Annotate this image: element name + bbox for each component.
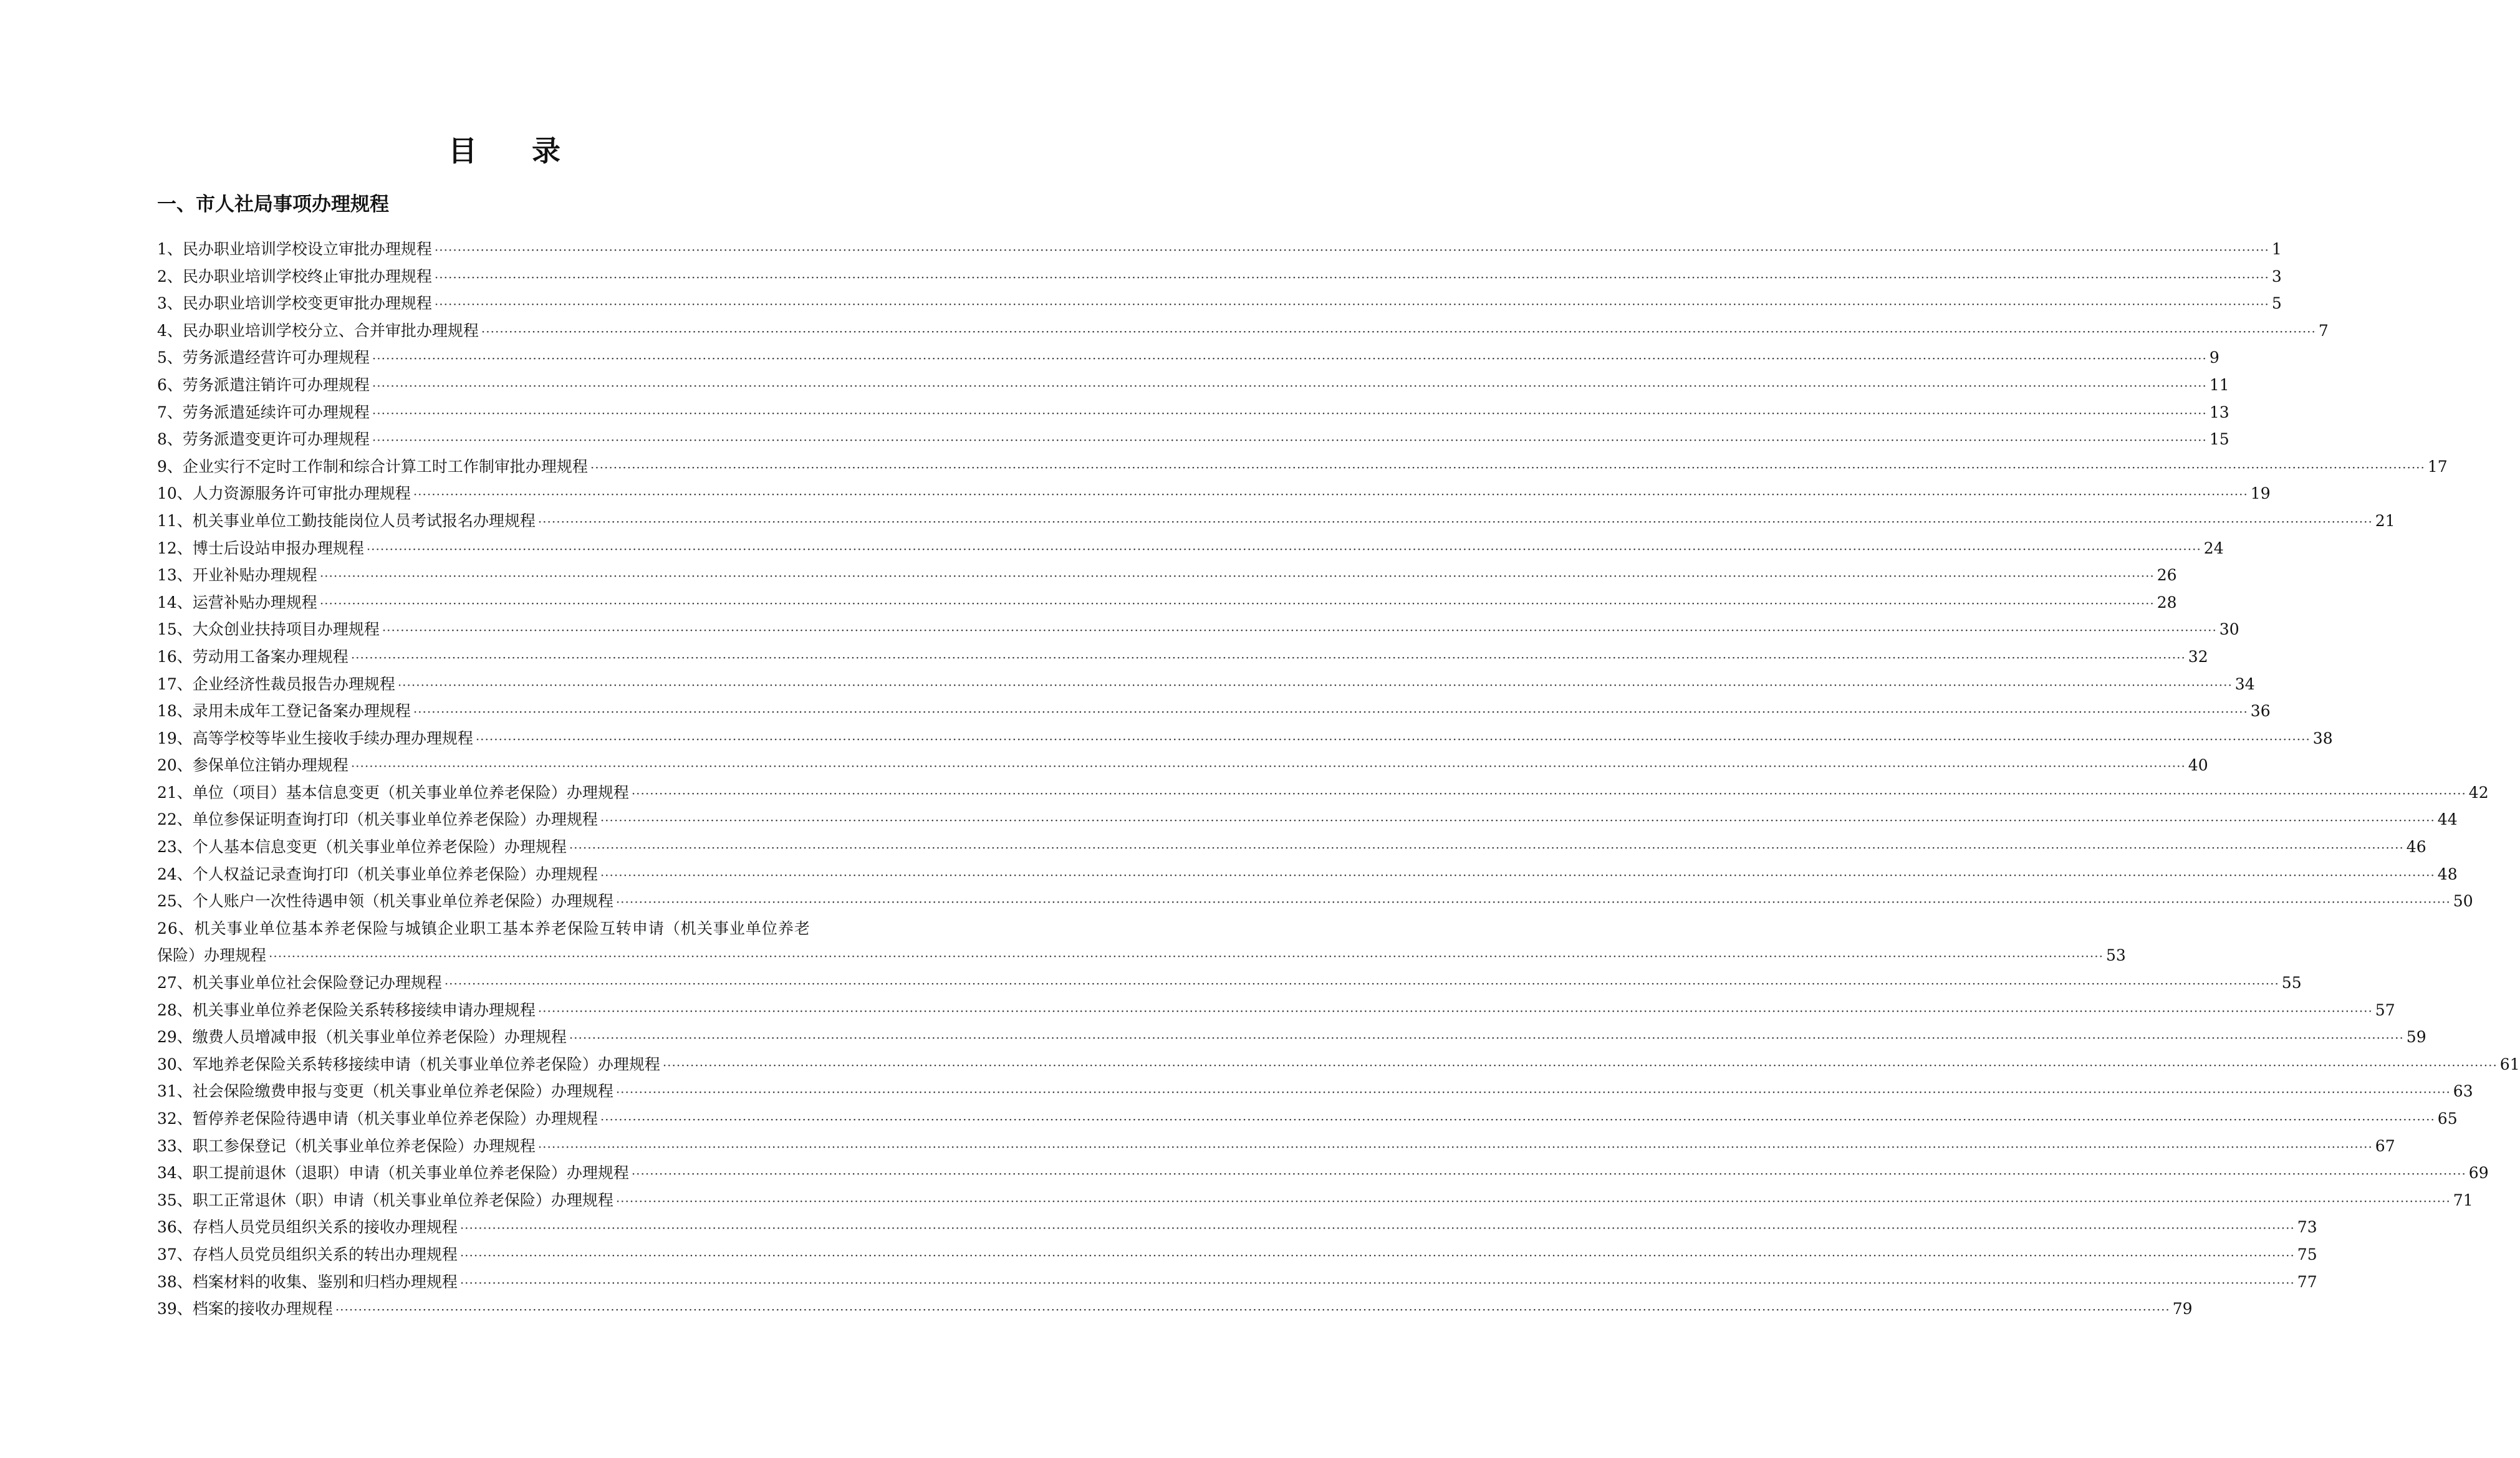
- toc-entry-label: 22、单位参保证明查询打印（机关事业单位养老保险）办理规程: [157, 810, 598, 829]
- toc-entry-page-number: 15: [2209, 430, 2229, 449]
- toc-entry-label: 17、企业经济性裁员报告办理规程: [157, 674, 395, 693]
- toc-entry-line: [157, 589, 2177, 616]
- toc-entry-page-number: 53: [2105, 946, 2126, 965]
- toc-entry[interactable]: [157, 426, 2229, 453]
- toc-leader-dots: ················································································································································································································································································································································································································: [434, 297, 2269, 312]
- toc-entry-line: [157, 1269, 2317, 1296]
- toc-entry-page-number: 48: [2437, 865, 2458, 883]
- toc-entry-label: 38、档案材料的收集、鉴别和归档办理规程: [157, 1272, 458, 1291]
- toc-entry[interactable]: [157, 480, 2271, 507]
- toc-entry-line: [157, 888, 2473, 915]
- toc-leader-dots: ················································································································································································································································································································································································································: [600, 867, 2435, 883]
- toc-entry[interactable]: [157, 562, 2177, 589]
- toc-leader-dots: ················································································································································································································································································································································································································: [569, 840, 2404, 856]
- toc-leader-dots: ················································································································································································································································································································································································································: [372, 405, 2207, 421]
- toc-entry[interactable]: [157, 1187, 2473, 1214]
- toc-entry-page-number: 19: [2250, 484, 2271, 503]
- toc-entry[interactable]: [157, 1024, 2426, 1051]
- toc-entry-page-number: 77: [2297, 1272, 2317, 1291]
- toc-leader-dots: ················································································································································································································································································································································································································: [615, 1085, 2451, 1100]
- toc-entry[interactable]: [157, 698, 2271, 725]
- toc-entry-line: [157, 698, 2271, 725]
- toc-entry-label: 6、劳务派遣注销许可办理规程: [157, 375, 370, 394]
- toc-entry[interactable]: [157, 372, 2229, 399]
- toc-entry-label: 30、军地养老保险关系转移接续申请（机关事业单位养老保险）办理规程: [157, 1055, 660, 1073]
- toc-entry-label: 11、机关事业单位工勤技能岗位人员考试报名办理规程: [157, 511, 536, 530]
- toc-entry[interactable]: [157, 997, 2395, 1024]
- toc-leader-dots: ················································································································································································································································································································································································································: [269, 949, 2104, 964]
- toc-entry-line: [157, 263, 2282, 290]
- toc-leader-dots: ················································································································································································································································································································································································································: [537, 514, 2373, 529]
- toc-entry-page-number: 11: [2209, 375, 2229, 394]
- toc-entry-page-number: 9: [2209, 348, 2219, 367]
- toc-leader-dots: ················································································································································································································································································································································································································: [350, 650, 2186, 665]
- toc-entry[interactable]: [157, 643, 2208, 671]
- toc-leader-dots: ················································································································································································································································································································································································································: [615, 894, 2451, 910]
- toc-entry-line: [157, 236, 2282, 263]
- toc-entry[interactable]: [157, 806, 2458, 833]
- table-of-contents: [157, 236, 2520, 1323]
- toc-leader-dots: ················································································································································································································································································································································································································: [434, 242, 2269, 257]
- toc-leader-dots: ················································································································································································································································································································································································································: [372, 378, 2207, 393]
- toc-entry-line: [157, 1133, 2395, 1160]
- section-heading: 一、市人社局事项办理规程: [157, 193, 389, 216]
- toc-entry-line: [157, 1214, 2317, 1241]
- toc-entry-page-number: 32: [2188, 647, 2208, 666]
- toc-entry-page-number: 34: [2234, 674, 2255, 693]
- toc-leader-dots: ················································································································································································································································································································································································································: [382, 623, 2217, 638]
- toc-leader-dots: ················································································································································································································································································································································································································: [335, 1302, 2170, 1318]
- toc-leader-dots: ················································································································································································································································································································································································································: [459, 1221, 2295, 1236]
- toc-entry[interactable]: [157, 915, 2126, 969]
- toc-entry-line: [157, 806, 2458, 833]
- toc-entry-page-number: 21: [2375, 511, 2395, 530]
- toc-entry-page-number: 1: [2271, 240, 2282, 258]
- toc-entry-page-number: 3: [2271, 267, 2282, 285]
- toc-entry[interactable]: [157, 507, 2395, 535]
- toc-entry-line: [157, 616, 2239, 643]
- toc-entry-page-number: 69: [2468, 1164, 2489, 1182]
- toc-leader-dots: ················································································································································································································································································································································································································: [350, 759, 2186, 774]
- toc-entry-page-number: 26: [2157, 566, 2177, 585]
- toc-leader-dots: ················································································································································································································································································································································································································: [459, 1247, 2295, 1263]
- toc-entry-line: [157, 1187, 2473, 1214]
- toc-entry[interactable]: [157, 263, 2282, 290]
- toc-leader-dots: ················································································································································································································································································································································································································: [590, 459, 2425, 475]
- toc-entry-page-number: 7: [2318, 321, 2329, 340]
- toc-entry[interactable]: [157, 725, 2333, 752]
- toc-entry-page-number: 17: [2427, 457, 2448, 476]
- toc-entry-label: 5、劳务派遣经营许可办理规程: [157, 348, 370, 367]
- toc-entry-page-number: 38: [2312, 729, 2333, 747]
- toc-entry[interactable]: [157, 1214, 2317, 1241]
- toc-leader-dots: ················································································································································································································································································································································································································: [569, 1030, 2404, 1046]
- toc-entry-label: 18、录用未成年工登记备案办理规程: [157, 702, 411, 721]
- toc-entry[interactable]: [157, 236, 2282, 263]
- toc-entry[interactable]: [157, 833, 2426, 861]
- toc-entry[interactable]: [157, 1295, 2193, 1323]
- toc-entry[interactable]: [157, 616, 2239, 643]
- toc-entry-page-number: 13: [2209, 403, 2229, 421]
- toc-entry-line: [157, 290, 2282, 317]
- toc-leader-dots: ················································································································································································································································································································································································································: [662, 1057, 2498, 1073]
- toc-entry-label: 20、参保单位注销办理规程: [157, 756, 349, 775]
- toc-entry-line: [157, 671, 2255, 698]
- toc-entry[interactable]: [157, 1133, 2395, 1160]
- toc-entry-label: 16、劳动用工备案办理规程: [157, 647, 349, 666]
- toc-leader-dots: ················································································································································································································································································································································································································: [631, 785, 2466, 801]
- toc-entry-line: [157, 969, 2302, 997]
- toc-leader-dots: ················································································································································································································································································································································································································: [444, 976, 2279, 992]
- toc-entry-label: 35、职工正常退休（职）申请（机关事业单位养老保险）办理规程: [157, 1191, 613, 1209]
- toc-entry-page-number: 65: [2437, 1110, 2458, 1128]
- toc-entry-page-number: 59: [2406, 1028, 2426, 1047]
- toc-entry-line: [157, 372, 2229, 399]
- toc-entry-label: 14、运营补贴办理规程: [157, 593, 317, 611]
- toc-entry-label: 2、民办职业培训学校终止审批办理规程: [157, 267, 432, 285]
- toc-entry-label: 3、民办职业培训学校变更审批办理规程: [157, 294, 432, 313]
- toc-entry-label: 33、职工参保登记（机关事业单位养老保险）办理规程: [157, 1136, 536, 1155]
- toc-entry[interactable]: [157, 861, 2458, 888]
- toc-entry-line: [157, 997, 2395, 1024]
- toc-entry-label: 10、人力资源服务许可审批办理规程: [157, 484, 411, 503]
- toc-entry-label: 7、劳务派遣延续许可办理规程: [157, 403, 370, 421]
- toc-entry[interactable]: [157, 535, 2224, 562]
- toc-entry-page-number: 61: [2499, 1055, 2520, 1073]
- toc-entry-line: [157, 833, 2426, 861]
- toc-entry-line: [157, 1105, 2458, 1133]
- toc-entry-label: 36、存档人员党员组织关系的接收办理规程: [157, 1218, 458, 1237]
- toc-entry-page-number: 57: [2375, 1000, 2395, 1019]
- toc-entry-page-number: 71: [2453, 1191, 2473, 1209]
- toc-entry-page-number: 36: [2250, 702, 2271, 721]
- toc-entry-line: [157, 1024, 2426, 1051]
- toc-entry-line: [157, 507, 2395, 535]
- toc-entry-page-number: 67: [2375, 1136, 2395, 1155]
- toc-entry[interactable]: [157, 1159, 2489, 1187]
- toc-entry[interactable]: [157, 399, 2229, 426]
- toc-entry-line: [157, 779, 2489, 807]
- toc-entry[interactable]: [157, 779, 2489, 807]
- toc-entry-page-number: 50: [2453, 892, 2473, 911]
- toc-entry-page-number: 55: [2281, 974, 2302, 992]
- toc-entry[interactable]: [157, 453, 2448, 481]
- toc-entry-page-number: 5: [2271, 294, 2282, 313]
- toc-entry-page-number: 75: [2297, 1245, 2317, 1264]
- toc-entry-label: 12、博士后设站申报办理规程: [157, 539, 364, 557]
- toc-entry-page-number: 46: [2406, 838, 2426, 856]
- toc-entry-page-number: 63: [2453, 1082, 2473, 1101]
- toc-entry-line: [157, 344, 2219, 372]
- toc-entry[interactable]: [157, 317, 2329, 345]
- toc-entry-label: 13、开业补贴办理规程: [157, 566, 317, 585]
- toc-entry-line: [157, 1051, 2520, 1078]
- toc-entry[interactable]: [157, 1051, 2520, 1078]
- toc-entry-label: 保险）办理规程: [157, 946, 267, 965]
- toc-entry-page-number: 79: [2172, 1300, 2193, 1318]
- toc-entry-label: 34、职工提前退休（退职）申请（机关事业单位养老保险）办理规程: [157, 1164, 629, 1182]
- toc-leader-dots: ················································································································································································································································································································································································································: [600, 1112, 2435, 1127]
- toc-entry[interactable]: [157, 671, 2255, 698]
- toc-entry-line: [157, 1241, 2317, 1269]
- toc-entry[interactable]: [157, 589, 2177, 616]
- toc-entry-label: 39、档案的接收办理规程: [157, 1300, 333, 1318]
- toc-entry[interactable]: [157, 1078, 2473, 1105]
- toc-entry-line: [157, 1078, 2473, 1105]
- toc-leader-dots: ················································································································································································································································································································································································································: [372, 351, 2207, 367]
- toc-entry-line: [157, 453, 2448, 481]
- toc-entry-line: [157, 317, 2329, 345]
- toc-entry-label: 9、企业实行不定时工作制和综合计算工时工作制审批办理规程: [157, 457, 588, 476]
- toc-entry-label: 28、机关事业单位养老保险关系转移接续申请办理规程: [157, 1000, 536, 1019]
- toc-entry[interactable]: [157, 969, 2302, 997]
- toc-entry-line: [157, 942, 2126, 969]
- toc-entry-label: 27、机关事业单位社会保险登记办理规程: [157, 974, 442, 992]
- toc-entry-label: 19、高等学校等毕业生接收手续办理办理规程: [157, 729, 473, 747]
- toc-entry-line: [157, 725, 2333, 752]
- toc-entry[interactable]: [157, 344, 2219, 372]
- toc-entry-label: 32、暂停养老保险待遇申请（机关事业单位养老保险）办理规程: [157, 1110, 598, 1128]
- toc-entry-label: 8、劳务派遣变更许可办理规程: [157, 430, 370, 449]
- toc-leader-dots: ················································································································································································································································································································································································································: [475, 731, 2311, 747]
- toc-entry-label: 37、存档人员党员组织关系的转出办理规程: [157, 1245, 458, 1264]
- page-title: 目 录: [448, 134, 583, 168]
- toc-entry-label: 21、单位（项目）基本信息变更（机关事业单位养老保险）办理规程: [157, 783, 629, 802]
- toc-entry[interactable]: [157, 1241, 2317, 1269]
- toc-entry-line: [157, 399, 2229, 426]
- toc-entry-page-number: 40: [2188, 756, 2208, 775]
- toc-entry[interactable]: [157, 752, 2208, 779]
- toc-leader-dots: ················································································································································································································································································································································································································: [631, 1166, 2466, 1182]
- toc-entry-line: [157, 1159, 2489, 1187]
- toc-leader-dots: ················································································································································································································································································································································································································: [481, 324, 2316, 339]
- toc-entry[interactable]: [157, 1105, 2458, 1133]
- toc-entry-label: 4、民办职业培训学校分立、合并审批办理规程: [157, 321, 479, 340]
- toc-entry-page-number: 42: [2468, 783, 2489, 802]
- toc-entry[interactable]: [157, 290, 2282, 317]
- toc-leader-dots: ················································································································································································································································································································································································································: [413, 487, 2248, 502]
- toc-entry-label: 24、个人权益记录查询打印（机关事业单位养老保险）办理规程: [157, 865, 598, 883]
- toc-leader-dots: ················································································································································································································································································································································································································: [615, 1193, 2451, 1209]
- toc-entry-page-number: 30: [2219, 620, 2239, 639]
- toc-entry-line: [157, 861, 2458, 888]
- toc-leader-dots: ················································································································································································································································································································································································································: [434, 269, 2269, 285]
- toc-leader-dots: ················································································································································································································································································································································································································: [372, 433, 2207, 448]
- toc-leader-dots: ················································································································································································································································································································································································································: [366, 541, 2201, 557]
- toc-entry-page-number: 73: [2297, 1218, 2317, 1237]
- toc-entry-label: 1、民办职业培训学校设立审批办理规程: [157, 240, 432, 258]
- toc-leader-dots: ················································································································································································································································································································································································································: [319, 595, 2155, 611]
- toc-entry-line: [157, 562, 2177, 589]
- toc-entry-label: 29、缴费人员增减申报（机关事业单位养老保险）办理规程: [157, 1028, 567, 1047]
- toc-leader-dots: ················································································································································································································································································································································································································: [537, 1139, 2373, 1154]
- toc-entry-label: 15、大众创业扶持项目办理规程: [157, 620, 380, 639]
- toc-entry-label: 25、个人账户一次性待遇申领（机关事业单位养老保险）办理规程: [157, 892, 613, 911]
- toc-entry-line: [157, 480, 2271, 507]
- toc-entry-line: [157, 1295, 2193, 1323]
- toc-entry-label: 31、社会保险缴费申报与变更（机关事业单位养老保险）办理规程: [157, 1082, 613, 1101]
- toc-entry[interactable]: [157, 1269, 2317, 1296]
- toc-entry-label-line1: 26、机关事业单位基本养老保险与城镇企业职工基本养老保险互转申请（机关事业单位养老: [157, 919, 810, 938]
- toc-entry-line: [157, 426, 2229, 453]
- toc-entry-page-number: 24: [2203, 539, 2224, 557]
- toc-entry[interactable]: [157, 888, 2473, 915]
- toc-entry-line: [157, 535, 2224, 562]
- toc-entry-page-number: 28: [2157, 593, 2177, 611]
- toc-entry-page-number: 44: [2437, 810, 2458, 829]
- toc-entry-label: 23、个人基本信息变更（机关事业单位养老保险）办理规程: [157, 838, 567, 856]
- toc-leader-dots: ················································································································································································································································································································································································································: [537, 1003, 2373, 1019]
- toc-leader-dots: ················································································································································································································································································································································································································: [459, 1275, 2295, 1290]
- toc-entry-line: [157, 643, 2208, 671]
- toc-leader-dots: ················································································································································································································································································································································································································: [319, 568, 2155, 584]
- toc-leader-dots: ················································································································································································································································································································································································································: [397, 677, 2233, 693]
- toc-entry-line: [157, 752, 2208, 779]
- toc-leader-dots: ················································································································································································································································································································································································································: [413, 704, 2248, 720]
- toc-leader-dots: ················································································································································································································································································································································································································: [600, 813, 2435, 828]
